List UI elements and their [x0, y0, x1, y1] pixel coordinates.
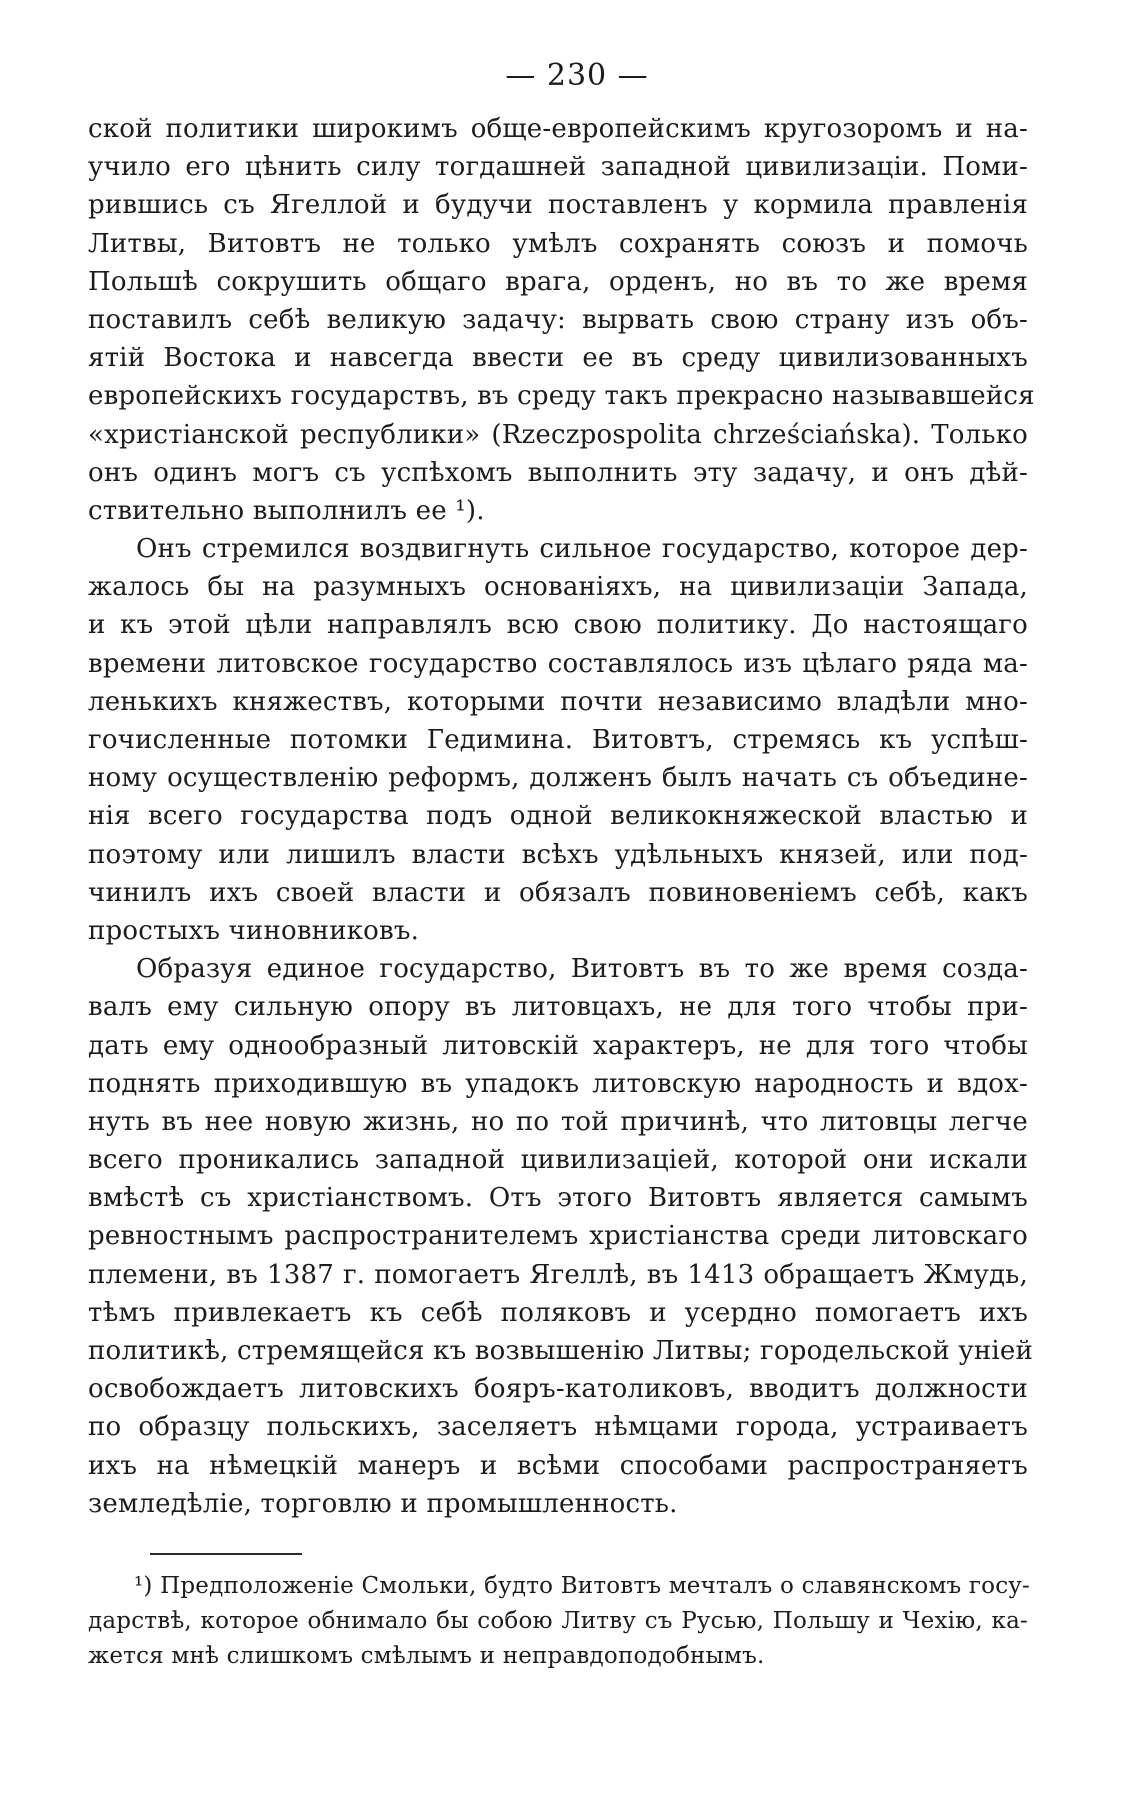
text-line: и къ этой цѣли направлялъ всю свою политику. До настоящаго: [88, 610, 1028, 641]
footnote-divider: [150, 1553, 302, 1555]
text-line: всего проникались западной цивилизаціей, которой они искали: [88, 1145, 1028, 1176]
text-line: племени, въ 1387 г. помогаетъ Ягеллѣ, въ 1413 обращаетъ Жмудь,: [88, 1259, 1028, 1290]
text-line: ихъ на нѣмецкій манеръ и всѣми способами распространяетъ: [88, 1450, 1028, 1481]
text-line: поднять приходившую въ упадокъ литовскую народность и вдох-: [88, 1068, 1028, 1099]
text-line: «христіанской республики» (Rzeczpospolita chrześciańska). Только: [88, 419, 1028, 450]
text-line: европейскихъ государствъ, въ среду такъ прекрасно называвшейся: [88, 381, 1035, 412]
text-line: онъ одинъ могъ съ успѣхомъ выполнить эту задачу, и онъ дѣй-: [88, 457, 1028, 488]
text-line: тѣмъ привлекаетъ къ себѣ поляковъ и усердно помогаетъ ихъ: [88, 1297, 1028, 1328]
paragraph-1: [88, 110, 1035, 530]
footnote: [88, 1569, 1028, 1674]
text-line: ному осуществленію реформъ, долженъ былъ начать съ объедине-: [88, 763, 1028, 794]
text-line: простыхъ чиновниковъ.: [88, 915, 420, 946]
text-line: ствительно выполнилъ ее ¹).: [88, 495, 485, 526]
text-line: учило его цѣнить силу тогдашней западной цивилизаціи. Поми-: [88, 152, 1028, 183]
text-line: земледѣліе, торговлю и промышленность.: [88, 1488, 678, 1519]
text-line: Литвы, Витовтъ не только умѣлъ сохранять союзъ и помочь: [88, 228, 1028, 259]
text-line: нуть въ нее новую жизнь, но по той причинѣ, что литовцы легче: [88, 1106, 1028, 1137]
text-line: нія всего государства подъ одной великокняжеской властью и: [88, 801, 1028, 832]
text-line: жалось бы на разумныхъ основаніяхъ, на цивилизаціи Запада,: [88, 572, 1028, 603]
text-line: вмѣстѣ съ христіанствомъ. Отъ этого Витовтъ является самымъ: [88, 1183, 1028, 1214]
text-line: поэтому или лишилъ власти всѣхъ удѣльныхъ князей, или под-: [88, 839, 1028, 870]
text-line: чинилъ ихъ своей власти и обязалъ повиновеніемъ себѣ, какъ: [88, 877, 1028, 908]
footnote-line: жется мнѣ слишкомъ смѣлымъ и неправдоподобнымъ.: [88, 1642, 765, 1669]
text-line: по образцу польскихъ, заселяетъ нѣмцами города, устраиваетъ: [88, 1412, 1028, 1443]
text-line: ревностнымъ распространителемъ христіанства среди литовскаго: [88, 1221, 1028, 1252]
text-line: гочисленные потомки Гедимина. Витовтъ, стремясь къ успѣш-: [88, 725, 1028, 755]
footnote-line: дарствѣ, которое обнимало бы собою Литву съ Русью, Польшу и Чехію, ка-: [88, 1607, 1028, 1634]
text-line: ской политики широкимъ обще-европейскимъ кругозоромъ и на-: [88, 114, 1028, 144]
text-line: рившись съ Ягеллой и будучи поставленъ у кормила правленія: [88, 190, 1028, 221]
text-line: Образуя единое государство, Витовтъ въ то же время созда-: [136, 954, 1028, 985]
text-line: освобождаетъ литовскихъ бояръ-католиковъ, вводитъ должности: [88, 1374, 1028, 1405]
document-page: [88, 56, 1035, 1674]
text-line: ленькихъ княжествъ, которыми почти независимо владѣли мно-: [88, 686, 1028, 717]
paragraph-2: [88, 530, 1028, 950]
text-line: времени литовское государство составлялось изъ цѣлаго ряда ма-: [88, 648, 1028, 679]
text-line: дать ему однообразный литовскій характеръ, не для того чтобы: [88, 1030, 1028, 1061]
text-line: Польшѣ сокрушить общаго врага, орденъ, но въ то же время: [88, 266, 1028, 297]
text-line: Онъ стремился воздвигнуть сильное государство, которое дер-: [136, 534, 1028, 565]
text-line: ятій Востока и навсегда ввести ее въ среду цивилизованныхъ: [88, 343, 1028, 374]
text-line: политикѣ, стремящейся къ возвышенію Литвы; городельской уніей: [88, 1336, 1034, 1366]
text-line: поставилъ себѣ великую задачу: вырвать свою страну изъ объ-: [88, 304, 1028, 335]
page-number: — 230 —: [505, 58, 649, 93]
text-line: валъ ему сильную опору въ литовцахъ, не для того чтобы при-: [88, 992, 1028, 1023]
paragraph-3: [88, 950, 1034, 1523]
footnote-line: ¹) Предположеніе Смольки, будто Витовтъ мечталъ о славянскомъ госу-: [134, 1572, 1030, 1599]
